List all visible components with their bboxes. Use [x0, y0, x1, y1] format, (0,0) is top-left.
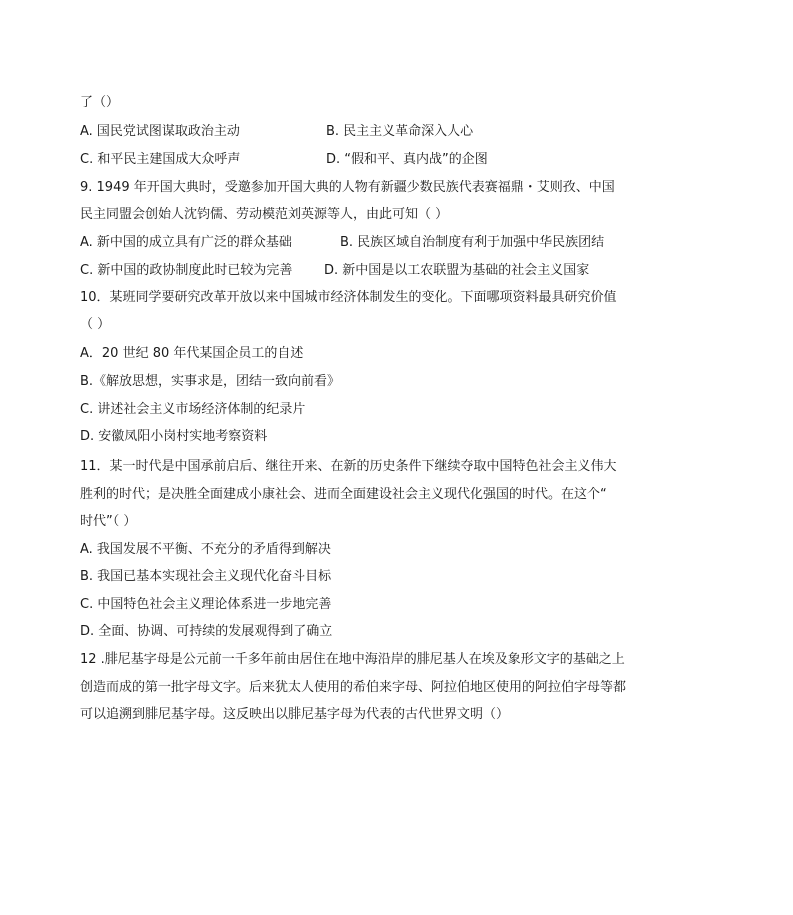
- q8-option-a: A. 国民党试图谋取政治主动: [80, 124, 240, 139]
- q12-stem-line-1: 12 .腓尼基字母是公元前一千多年前由居住在地中海沿岸的腓尼基人在埃及象形文字的基础之上: [80, 652, 625, 667]
- q10-stem-line-2: （ ）: [80, 317, 111, 332]
- q9-stem-line-1: 9. 1949 年开国大典时，受邀参加开国大典的人物有新疆少数民族代表赛福鼎・艾则孜、中国: [80, 180, 615, 195]
- q12-stem-line-3: 可以追溯到腓尼基字母。这反映出以腓尼基字母为代表的古代世界文明（）: [80, 707, 510, 722]
- q8-option-c: C. 和平民主建国成大众呼声: [80, 152, 241, 167]
- q9-stem-line-2: 民主同盟会创始人沈钧儒、劳动模范刘英源等人，由此可知（ ）: [80, 207, 449, 222]
- question-8-stem-end: 了（）: [80, 95, 120, 110]
- q8-option-b: B. 民主主义革命深入人心: [326, 124, 474, 139]
- q11-stem-line-1: 11．某一时代是中国承前启后、继往开来、在新的历史条件下继续夺取中国特色社会主义伟大: [80, 459, 617, 474]
- q10-option-a: A．20 世纪 80 年代某国企员工的自述: [80, 346, 304, 361]
- q9-option-c: C. 新中国的政协制度此时已较为完善: [80, 263, 293, 278]
- q12-stem-line-2: 创造而成的第一批字母文字。后来犹太人使用的希伯来字母、阿拉伯地区使用的阿拉伯字母等都: [80, 680, 627, 695]
- q8-option-d: D. “假和平、真内战”的企图: [326, 152, 488, 167]
- q11-stem-line-2: 胜利的时代；是决胜全面建成小康社会、进而全面建设社会主义现代化强国的时代。在这个“: [80, 487, 607, 502]
- q11-option-a: A. 我国发展不平衡、不充分的矛盾得到解决: [80, 542, 331, 557]
- q9-option-b: B. 民族区域自治制度有利于加强中华民族团结: [340, 235, 605, 250]
- q11-option-d: D. 全面、协调、可持续的发展观得到了确立: [80, 624, 333, 639]
- q11-option-c: C. 中国特色社会主义理论体系进一步地完善: [80, 597, 332, 612]
- q10-stem-line-1: 10．某班同学要研究改革开放以来中国城市经济体制发生的变化。下面哪项资料最具研究价值: [80, 290, 617, 305]
- q11-stem-line-3: 时代”（ ）: [80, 514, 137, 529]
- q9-option-d: D. 新中国是以工农联盟为基础的社会主义国家: [324, 263, 590, 278]
- q9-option-a: A. 新中国的成立具有广泛的群众基础: [80, 235, 292, 250]
- q10-option-c: C. 讲述社会主义市场经济体制的纪录片: [80, 402, 306, 417]
- q11-option-b: B. 我国已基本实现社会主义现代化奋斗目标: [80, 569, 332, 584]
- q10-option-b: B.《解放思想，实事求是，团结一致向前看》: [80, 374, 341, 389]
- q10-option-d: D. 安徽凤阳小岗村实地考察资料: [80, 429, 268, 444]
